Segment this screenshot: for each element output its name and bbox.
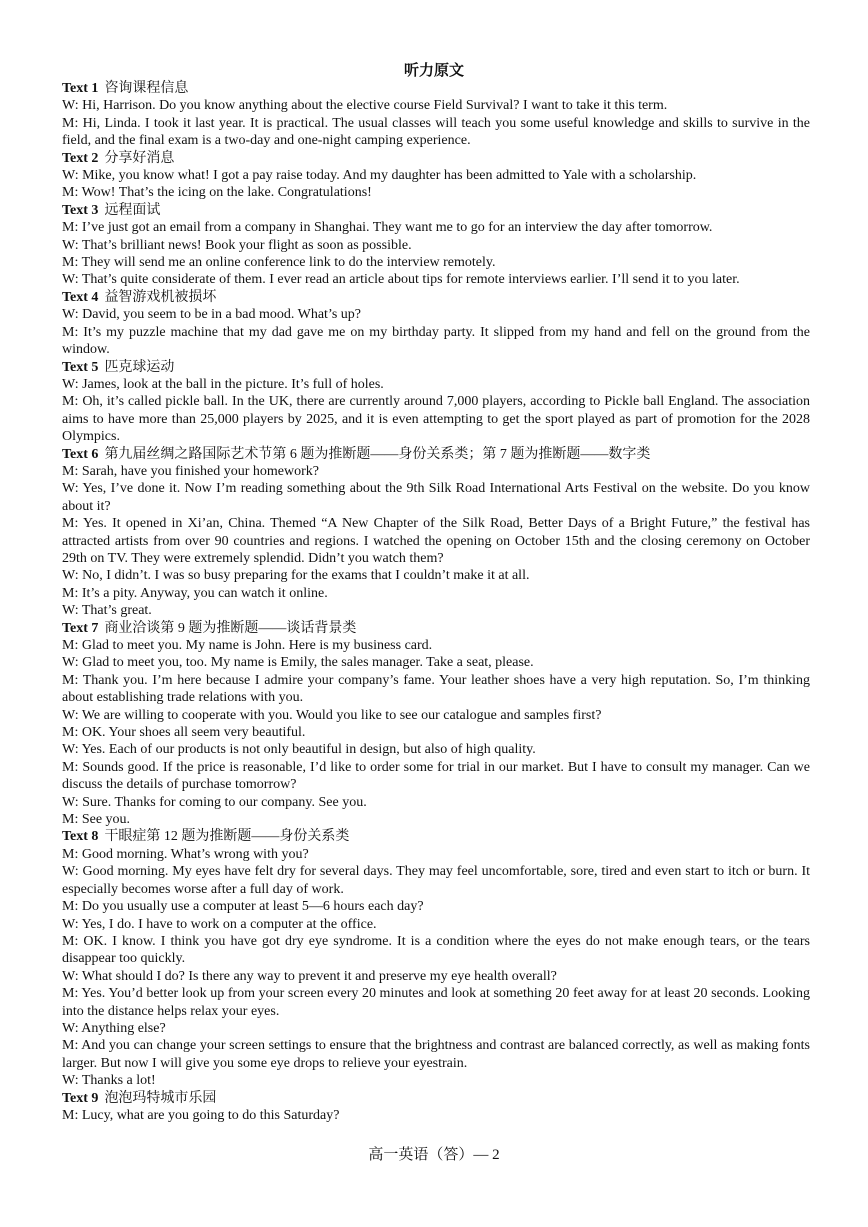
dialogue-line: W: What should I do? Is there any way to prevent it and preserve my eye health overall?: [62, 968, 557, 984]
section-number: Text 5: [62, 359, 99, 375]
section-heading: [62, 828, 810, 845]
section-topic: 第九届丝绸之路国际艺术节第 6 题为推断题——身份关系类；第 7 题为推断题——数字类: [104, 446, 651, 462]
section-topic: 匹克球运动: [104, 359, 175, 375]
section-topic: 远程面试: [104, 202, 161, 218]
dialogue-line: M: It’s a pity. Anyway, you can watch it online.: [62, 585, 328, 601]
section-number: Text 9: [62, 1090, 99, 1106]
dialogue-line: M: Yes. It opened in Xi’an, China. Themed “A New Chapter of the Silk Road, Better Days of a Bright Future,” the festival has attracted artists from over 90 countries and regions. I watched the opening on October 15th and the closing ceremony on October 29th on TV. They were extremely splendid. Didn’t you watch them?: [62, 516, 810, 566]
section-heading: [62, 1090, 810, 1107]
section-topic: 干眼症第 12 题为推断题——身份关系类: [104, 829, 350, 845]
section-number: Text 2: [62, 150, 99, 166]
dialogue-line: W: Sure. Thanks for coming to our company. See you.: [62, 794, 367, 810]
dialogue-line: W: Good morning. My eyes have felt dry for several days. They may feel uncomfortable, sore, tired and even start to itch or burn. It especially becomes worse after a full day of work.: [62, 864, 810, 897]
section-number: Text 8: [62, 829, 99, 845]
dialogue-line: M: Lucy, what are you going to do this Saturday?: [62, 1107, 340, 1123]
page-footer: 高一英语（答）— 2: [368, 1147, 500, 1163]
dialogue-line: M: Hi, Linda. I took it last year. It is practical. The usual classes will teach you some useful knowledge and skills to survive in the field, and the final exam is a two-day and one-night camping experience.: [62, 115, 810, 149]
dialogue-line: M: Do you usually use a computer at least 5—6 hours each day?: [62, 899, 424, 915]
dialogue-line: M: Oh, it’s called pickle ball. In the UK, there are currently around 7,000 players, according to Pickle ball England. The association aims to have more than 25,000 players by 2025, and it is even attempting to get the sport played as part of promotion for the 2028 Olympics.: [62, 394, 810, 445]
dialogue-line: M: See you.: [62, 812, 131, 828]
dialogue-line: M: Sounds good. If the price is reasonable, I’d like to order some for trial in our market. But I have to consult my manager. Can we discuss the details of purchase tomorrow?: [62, 759, 810, 793]
dialogue-line: M: Sarah, have you finished your homework?: [62, 463, 319, 479]
section-number: Text 7: [62, 620, 99, 636]
dialogue-line: W: No, I didn’t. I was so busy preparing for the exams that I couldn’t make it at all.: [62, 568, 530, 584]
dialogue-line: M: OK. I know. I think you have got dry eye syndrome. It is a condition where the eyes do not make enough tears, or the tears disappear too quickly.: [62, 933, 810, 967]
dialogue-line: W: Glad to meet you, too. My name is Emily, the sales manager. Take a seat, please.: [62, 655, 534, 671]
section-topic: 商业洽谈第 9 题为推断题——谈话背景类: [104, 620, 357, 636]
section-number: Text 3: [62, 202, 99, 218]
dialogue-line: W: Yes, I’ve done it. Now I’m reading something about the 9th Silk Road International Arts Festival on the website. Do you know about it?: [62, 481, 810, 514]
dialogue-line: W: That’s brilliant news! Book your flight as soon as possible.: [62, 237, 412, 253]
dialogue-line: M: OK. Your shoes all seem very beautiful.: [62, 725, 306, 741]
dialogue-line: W: Anything else?: [62, 1020, 166, 1036]
page-title: 听力原文: [403, 63, 464, 79]
dialogue-line: M: And you can change your screen settings to ensure that the brightness and contrast are balanced correctly, as well as making fonts larger. But now I will give you some eye drops to relieve your eyestrain.: [62, 1038, 810, 1071]
section-heading: [62, 150, 810, 167]
section-heading: [62, 80, 810, 97]
dialogue-line: M: They will send me an online conference link to do the interview remotely.: [62, 255, 496, 271]
dialogue-line: W: Hi, Harrison. Do you know anything about the elective course Field Survival? I want to take it this term.: [62, 98, 668, 114]
dialogue-line: M: Wow! That’s the icing on the lake. Congratulations!: [62, 185, 372, 201]
section-topic: 咨询课程信息: [104, 81, 189, 96]
section-number: Text 1: [62, 81, 99, 96]
dialogue-line: W: That’s quite considerate of them. I ever read an article about tips for remote interviews earlier. I’ll send it to you later.: [62, 272, 740, 288]
section-topic: 益智游戏机被损坏: [104, 289, 217, 305]
dialogue-line: W: Thanks a lot!: [62, 1073, 156, 1089]
section-topic: 分享好消息: [104, 150, 175, 166]
dialogue-line: W: Mike, you know what! I got a pay raise today. And my daughter has been admitted to Yale with a scholarship.: [62, 168, 697, 184]
section-number: Text 4: [62, 289, 99, 305]
dialogue-line: M: Yes. You’d better look up from your screen every 20 minutes and look at something 20 feet away for at least 20 seconds. Looking into the distance helps relax your eyes.: [62, 986, 810, 1019]
section-heading: [62, 289, 810, 306]
section-heading: [62, 446, 810, 463]
section-heading: [62, 359, 810, 376]
section-number: Text 6: [62, 446, 99, 462]
dialogue-line: M: Thank you. I’m here because I admire your company’s fame. Your leather shoes have a very high reputation. So, I’m thinking about establishing trade relations with you.: [62, 672, 810, 706]
section-topic: 泡泡玛特城市乐园: [104, 1090, 217, 1106]
section-heading: [62, 202, 810, 219]
dialogue-line: M: It’s my puzzle machine that my dad gave me on my birthday party. It slipped from my hand and fell on the ground from the window.: [62, 324, 810, 358]
dialogue-line: M: Good morning. What’s wrong with you?: [62, 846, 309, 862]
dialogue-line: W: James, look at the ball in the picture. It’s full of holes.: [62, 376, 384, 392]
dialogue-line: W: We are willing to cooperate with you. Would you like to see our catalogue and samples first?: [62, 707, 602, 723]
dialogue-line: W: That’s great.: [62, 603, 152, 619]
dialogue-line: W: Yes. Each of our products is not only beautiful in design, but also of high quality.: [62, 742, 536, 758]
transcript-body: [62, 80, 810, 1124]
dialogue-line: W: David, you seem to be in a bad mood. What’s up?: [62, 307, 361, 323]
dialogue-line: M: Glad to meet you. My name is John. Here is my business card.: [62, 638, 433, 653]
section-heading: [62, 620, 810, 637]
dialogue-line: W: Yes, I do. I have to work on a computer at the office.: [62, 916, 377, 932]
dialogue-line: M: I’ve just got an email from a company in Shanghai. They want me to go for an interview the day after tomorrow.: [62, 220, 713, 236]
